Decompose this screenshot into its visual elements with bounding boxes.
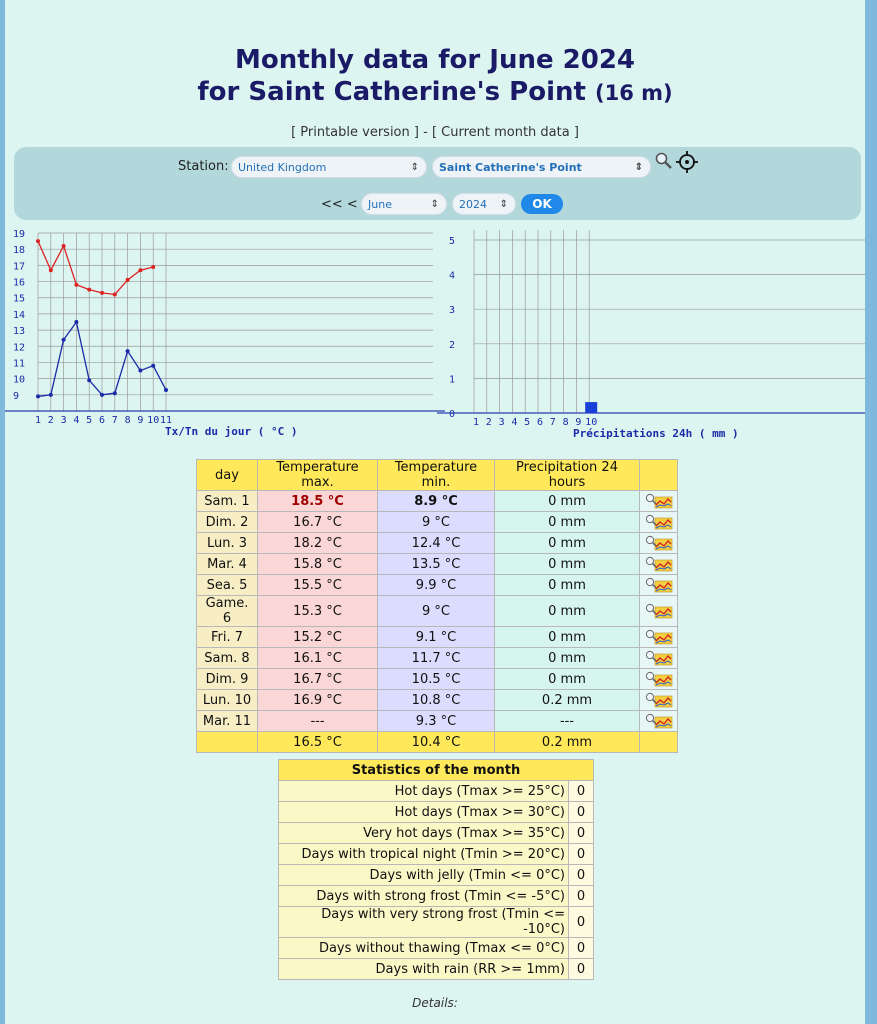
header-precip: Precipitation 24 hours — [495, 460, 640, 491]
tmax-point — [113, 292, 117, 296]
day: Fri. 7 — [197, 627, 258, 648]
daily-data-table — [196, 459, 678, 753]
y-tick-label: 5 — [449, 236, 456, 247]
row-actions — [640, 648, 678, 669]
x-axis-label: Précipitations 24h ( mm ) — [573, 427, 739, 440]
table-row — [197, 554, 678, 575]
tmin-cell: 10.5 °C — [378, 669, 495, 690]
stats-row — [279, 802, 594, 823]
crosshair-icon[interactable] — [676, 151, 698, 178]
chevron-updown-icon: ⇕ — [430, 199, 439, 210]
tmin-point — [126, 349, 130, 353]
table-header-row — [197, 460, 678, 491]
y-tick-label: 12 — [13, 342, 26, 354]
stats-row — [279, 959, 594, 980]
stats-title: Statistics of the month — [279, 760, 594, 781]
table-row — [197, 648, 678, 669]
tmax-cell: 16.7 °C — [258, 512, 378, 533]
stats-row — [279, 938, 594, 959]
country-select[interactable] — [231, 156, 427, 178]
stats-label: Hot days (Tmax >= 30°C) — [279, 802, 569, 823]
title-line-1: Monthly data for June 2024 — [234, 45, 636, 75]
y-tick-label: 3 — [449, 305, 456, 317]
tmax-point — [62, 244, 66, 248]
stats-row — [279, 865, 594, 886]
stats-value: 0 — [569, 781, 594, 802]
tmax-cell: 15.8 °C — [258, 554, 378, 575]
x-tick-label: 2 — [485, 417, 492, 428]
y-tick-label: 17 — [13, 261, 26, 273]
footer-empty — [197, 732, 258, 753]
stats-row — [279, 781, 594, 802]
stats-value: 0 — [569, 865, 594, 886]
tmax-point — [100, 291, 104, 295]
y-tick-label: 2 — [449, 339, 456, 351]
day: Game. 6 — [197, 596, 258, 627]
header-tmin: Temperature min. — [378, 460, 495, 491]
x-tick-label: 6 — [98, 415, 106, 426]
station-selector-bar — [14, 147, 861, 220]
day: Sea. 5 — [197, 575, 258, 596]
y-tick-label: 19 — [13, 229, 26, 240]
stats-label: Very hot days (Tmax >= 35°C) — [279, 823, 569, 844]
table-footer-row — [197, 732, 678, 753]
x-tick-label: 3 — [498, 417, 505, 428]
precip-cell: --- — [495, 711, 640, 732]
x-tick-label: 4 — [73, 415, 80, 426]
x-tick-label: 9 — [575, 417, 582, 428]
stats-value: 0 — [569, 823, 594, 844]
links-separator: - — [423, 125, 428, 140]
day: Dim. 9 — [197, 669, 258, 690]
details-label: Details: — [412, 996, 458, 1010]
magnifier-chart-icon[interactable] — [645, 514, 673, 530]
x-tick-label: 8 — [124, 415, 131, 426]
row-actions — [640, 491, 678, 512]
stats-label: Days with jelly (Tmin <= 0°C) — [279, 865, 569, 886]
y-tick-label: 18 — [13, 245, 26, 257]
stats-value: 0 — [569, 886, 594, 907]
tmax-point — [138, 268, 142, 272]
magnifier-chart-icon[interactable] — [645, 713, 673, 729]
tmin-point — [36, 394, 40, 398]
tmin-cell: 9.9 °C — [378, 575, 495, 596]
y-tick-label: 9 — [13, 390, 20, 402]
precip-cell: 0 mm — [495, 669, 640, 690]
tmin-point — [138, 369, 142, 373]
table-row — [197, 669, 678, 690]
stats-value: 0 — [569, 844, 594, 865]
station-label: Station: — [178, 159, 229, 174]
tmin-cell: 9.3 °C — [378, 711, 495, 732]
tmin-point — [62, 338, 66, 342]
stats-label: Days with rain (RR >= 1mm) — [279, 959, 569, 980]
x-tick-label: 10 — [585, 417, 598, 428]
title-line-2 — [5, 76, 865, 109]
search-icon[interactable] — [654, 151, 674, 176]
stats-value: 0 — [569, 907, 594, 938]
stats-label: Days without thawing (Tmax <= 0°C) — [279, 938, 569, 959]
x-tick-label: 5 — [86, 415, 93, 426]
ok-button[interactable]: OK — [521, 194, 563, 214]
day: Sam. 1 — [197, 491, 258, 512]
right-frame — [865, 0, 877, 1024]
tmax-cell: 15.5 °C — [258, 575, 378, 596]
tmin-cell: 9.1 °C — [378, 627, 495, 648]
day: Dim. 2 — [197, 512, 258, 533]
row-actions — [640, 533, 678, 554]
tmax-cell: 16.7 °C — [258, 669, 378, 690]
magnifier-chart-icon[interactable] — [645, 493, 673, 509]
precip-cell: 0 mm — [495, 533, 640, 554]
y-tick-label: 14 — [13, 309, 26, 321]
current-month-link[interactable]: [ Current month data ] — [431, 125, 579, 140]
tmax-point — [36, 239, 40, 243]
printable-version-link[interactable]: [ Printable version ] — [291, 125, 419, 140]
page-title — [5, 44, 865, 109]
magnifier-chart-icon[interactable] — [645, 692, 673, 708]
tmin-point — [87, 378, 91, 382]
x-tick-label: 3 — [60, 415, 67, 426]
avg-tmax: 16.5 °C — [258, 732, 378, 753]
tmin-point — [151, 364, 155, 368]
stats-label: Hot days (Tmax >= 25°C) — [279, 781, 569, 802]
x-tick-label: 11 — [159, 415, 173, 426]
y-tick-label: 15 — [13, 293, 26, 305]
y-tick-label: 0 — [449, 409, 456, 420]
tmax-cell: 16.1 °C — [258, 648, 378, 669]
x-tick-label: 10 — [147, 415, 160, 426]
row-actions — [640, 711, 678, 732]
tmin-point — [113, 391, 117, 395]
magnifier-chart-icon[interactable] — [645, 671, 673, 687]
row-actions — [640, 690, 678, 711]
stats-value: 0 — [569, 938, 594, 959]
table-row — [197, 533, 678, 554]
tmax-cell: --- — [258, 711, 378, 732]
row-actions — [640, 627, 678, 648]
tmax-cell: 15.3 °C — [258, 596, 378, 627]
stats-label: Days with very strong frost (Tmin <= -10°C) — [279, 907, 569, 938]
row-actions — [640, 575, 678, 596]
footer-empty — [640, 732, 678, 753]
magnifier-chart-icon[interactable] — [645, 577, 673, 593]
previous-month-link[interactable]: << < — [321, 197, 358, 212]
tmax-point — [49, 268, 53, 272]
stats-value: 0 — [569, 959, 594, 980]
magnifier-chart-icon[interactable] — [645, 629, 673, 645]
tmax-cell: 18.2 °C — [258, 533, 378, 554]
precip-cell: 0 mm — [495, 575, 640, 596]
total-precip: 0.2 mm — [495, 732, 640, 753]
tmin-point — [164, 388, 168, 392]
day: Lun. 10 — [197, 690, 258, 711]
day: Lun. 3 — [197, 533, 258, 554]
temperature-chart — [5, 225, 445, 445]
x-tick-label: 1 — [472, 417, 480, 428]
station-select[interactable] — [432, 156, 651, 178]
chevron-updown-icon: ⇕ — [499, 199, 508, 210]
magnifier-chart-icon[interactable] — [645, 603, 673, 619]
table-row — [197, 575, 678, 596]
stats-label: Days with tropical night (Tmin >= 20°C) — [279, 844, 569, 865]
table-row — [197, 512, 678, 533]
precip-cell: 0 mm — [495, 512, 640, 533]
month-select[interactable] — [361, 193, 447, 215]
x-tick-label: 5 — [524, 417, 531, 428]
y-tick-label: 16 — [13, 277, 26, 289]
monthly-statistics-table — [278, 759, 594, 980]
y-tick-label: 1 — [449, 374, 456, 386]
tmin-cell: 9 °C — [378, 512, 495, 533]
day: Sam. 8 — [197, 648, 258, 669]
stats-row — [279, 823, 594, 844]
page — [5, 0, 865, 1024]
tmax-cell: 16.9 °C — [258, 690, 378, 711]
x-axis-label: Tx/Tn du jour ( °C ) — [165, 425, 298, 438]
table-row — [197, 596, 678, 627]
x-tick-label: 9 — [137, 415, 144, 426]
row-actions — [640, 554, 678, 575]
precip-cell: 0 mm — [495, 554, 640, 575]
precip-bar — [585, 402, 597, 413]
x-tick-label: 4 — [511, 417, 518, 428]
table-row — [197, 690, 678, 711]
tmax-point — [151, 265, 155, 269]
station-name-title: for Saint Catherine's Point — [197, 77, 586, 107]
tmax-point — [74, 283, 78, 287]
tmin-cell: 13.5 °C — [378, 554, 495, 575]
tmin-point — [49, 393, 53, 397]
tmax-cell: 18.5 °C — [258, 491, 378, 512]
tmax-point — [126, 278, 130, 282]
x-tick-label: 7 — [111, 415, 118, 426]
country-select-value: United Kingdom — [238, 161, 327, 174]
tmin-cell: 9 °C — [378, 596, 495, 627]
station-select-value: Saint Catherine's Point — [439, 161, 582, 174]
stats-value: 0 — [569, 802, 594, 823]
day: Mar. 11 — [197, 711, 258, 732]
magnifier-chart-icon[interactable] — [645, 650, 673, 666]
day: Mar. 4 — [197, 554, 258, 575]
stats-label: Days with strong frost (Tmin <= -5°C) — [279, 886, 569, 907]
tmin-point — [74, 320, 78, 324]
precip-cell: 0 mm — [495, 596, 640, 627]
links-bar — [5, 125, 865, 140]
y-tick-label: 10 — [13, 374, 26, 386]
y-tick-label: 13 — [13, 326, 26, 338]
precip-cell: 0 mm — [495, 627, 640, 648]
precip-cell: 0.2 mm — [495, 690, 640, 711]
x-tick-label: 8 — [562, 417, 569, 428]
row-actions — [640, 669, 678, 690]
stats-header-row — [279, 760, 594, 781]
tmin-point — [100, 393, 104, 397]
tmin-cell: 8.9 °C — [378, 491, 495, 512]
row-actions — [640, 512, 678, 533]
row-actions — [640, 596, 678, 627]
precip-cell: 0 mm — [495, 648, 640, 669]
year-select-value: 2024 — [459, 198, 487, 211]
magnifier-chart-icon[interactable] — [645, 556, 673, 572]
year-select[interactable] — [452, 193, 516, 215]
x-tick-label: 1 — [34, 415, 42, 426]
x-tick-label: 2 — [47, 415, 54, 426]
stats-row — [279, 844, 594, 865]
header-tmax: Temperature max. — [258, 460, 378, 491]
stats-row — [279, 907, 594, 938]
magnifier-chart-icon[interactable] — [645, 535, 673, 551]
precipitation-chart — [437, 225, 865, 445]
tmax-point — [87, 288, 91, 292]
chevron-updown-icon: ⇕ — [634, 162, 643, 173]
tmax-cell: 15.2 °C — [258, 627, 378, 648]
tmin-cell: 11.7 °C — [378, 648, 495, 669]
table-row — [197, 491, 678, 512]
x-tick-label: 7 — [549, 417, 556, 428]
altitude: (16 m) — [595, 81, 673, 105]
tmin-cell: 10.8 °C — [378, 690, 495, 711]
header-day: day — [197, 460, 258, 491]
stats-row — [279, 886, 594, 907]
table-row — [197, 711, 678, 732]
tmin-cell: 12.4 °C — [378, 533, 495, 554]
precip-cell: 0 mm — [495, 491, 640, 512]
x-tick-label: 6 — [536, 417, 544, 428]
chevron-updown-icon: ⇕ — [410, 162, 419, 173]
month-select-value: June — [368, 198, 392, 211]
y-tick-label: 11 — [13, 358, 26, 370]
table-row — [197, 627, 678, 648]
header-icons — [640, 460, 678, 491]
y-tick-label: 4 — [449, 270, 456, 282]
avg-tmin: 10.4 °C — [378, 732, 495, 753]
